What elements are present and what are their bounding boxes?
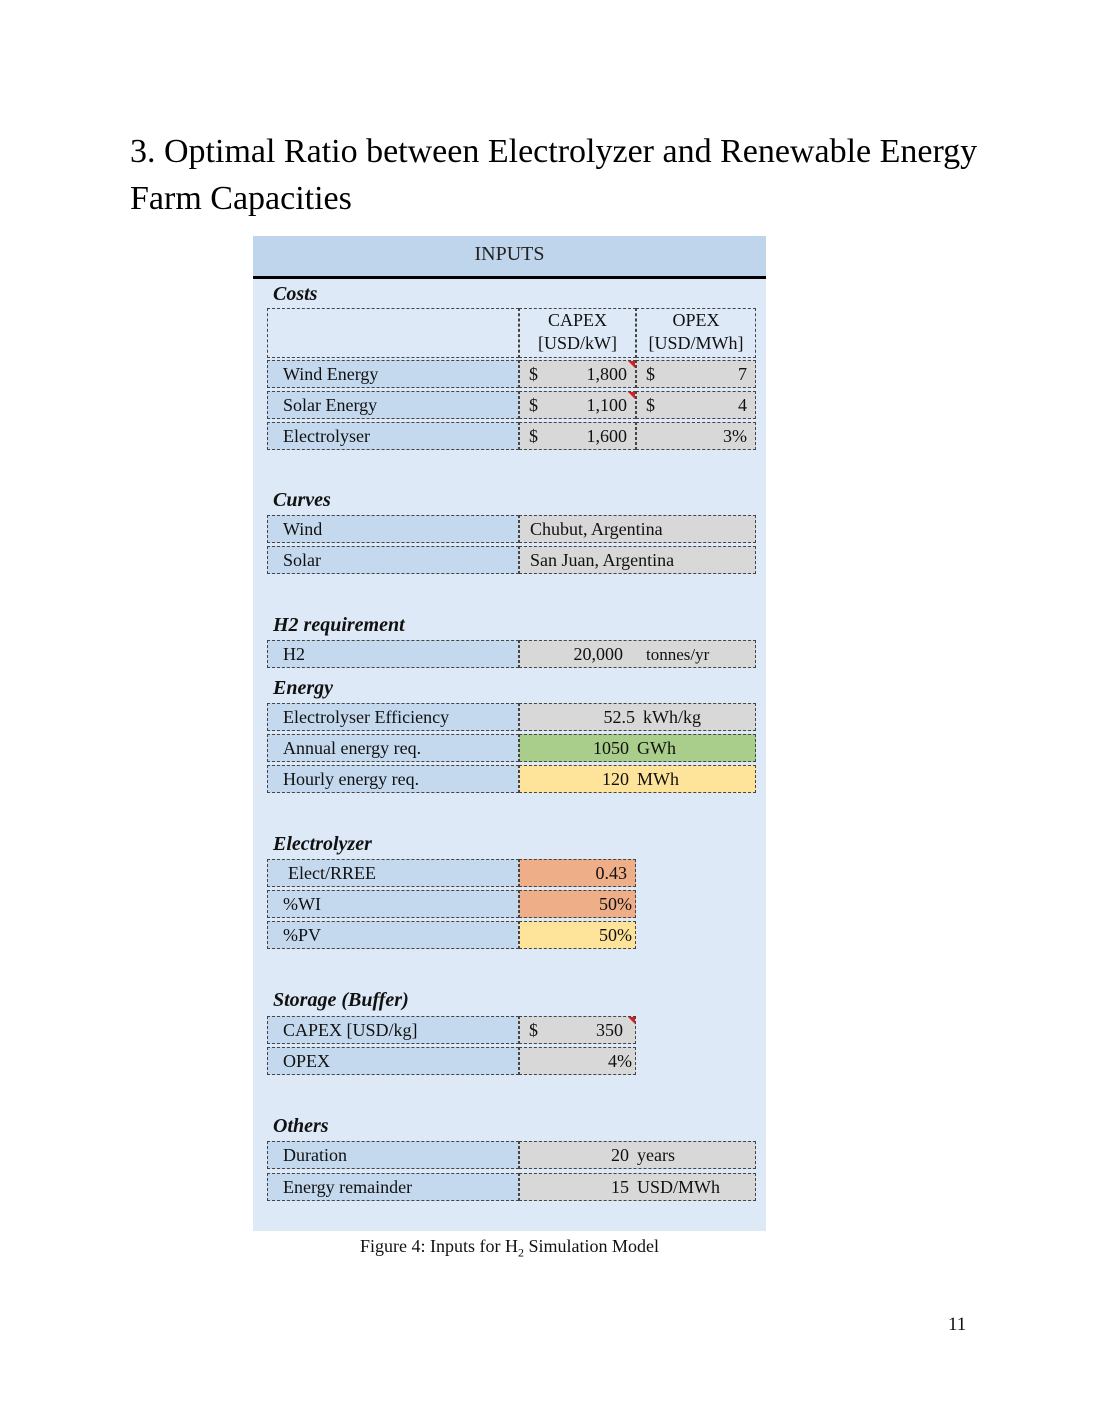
section-heading: 3. Optimal Ratio between Electrolyzer and Renewable Energy Farm Capacities [130, 133, 978, 217]
electrolyzer-label-wind-share: %WI [267, 890, 519, 918]
electrolyzer-value-solar-share: 50% [519, 921, 636, 949]
capex-header [519, 308, 636, 358]
storage-label-opex: OPEX [267, 1047, 519, 1075]
comment-flag-icon[interactable] [627, 1016, 636, 1025]
capex-value-electrolyser: $ 1,600 [519, 422, 636, 450]
energy-value-annual: 1050 GWh [519, 734, 756, 762]
energy-value-hourly: 120 MWh [519, 765, 756, 793]
h2-requirement-title: H2 requirement [273, 614, 405, 636]
energy-title: Energy [273, 677, 333, 699]
cost-label-solar: Solar Energy [267, 391, 519, 419]
electrolyzer-label-ratio: Elect/RREE [267, 859, 519, 887]
opex-value-solar: $ 4 [636, 391, 756, 419]
energy-label-annual: Annual energy req. [267, 734, 519, 762]
h2-value: 20,000 [573, 644, 623, 664]
others-label-duration: Duration [267, 1141, 519, 1169]
capex-value-wind: $ 1,800 [519, 360, 636, 388]
cost-label-electrolyser: Electrolyser [267, 422, 519, 450]
storage-label-capex: CAPEX [USD/kg] [267, 1016, 519, 1044]
opex-value-wind: $ 7 [636, 360, 756, 388]
curve-value-wind: Chubut, Argentina [519, 515, 756, 543]
electrolyzer-value-wind-share: 50% [519, 890, 636, 918]
storage-title: Storage (Buffer) [273, 989, 409, 1011]
storage-value-capex: $ 350 [519, 1016, 636, 1044]
storage-value-opex: 4% [519, 1047, 636, 1075]
curve-label-wind: Wind [267, 515, 519, 543]
opex-header-label: OPEX [672, 310, 720, 330]
others-title: Others [273, 1115, 329, 1137]
opex-value-electrolyser: 3% [636, 422, 756, 450]
electrolyzer-label-solar-share: %PV [267, 921, 519, 949]
page-number: 11 [948, 1314, 967, 1335]
cost-label-wind: Wind Energy [267, 360, 519, 388]
others-value-duration: 20 years [519, 1141, 756, 1169]
comment-flag-icon[interactable] [627, 391, 636, 400]
others-value-remainder: 15 USD/MWh [519, 1173, 756, 1201]
opex-header [636, 308, 756, 358]
opex-unit-label: [USD/MWh] [648, 333, 744, 353]
energy-label-hourly: Hourly energy req. [267, 765, 519, 793]
energy-label-efficiency: Electrolyser Efficiency [267, 703, 519, 731]
electrolyzer-value-ratio: 0.43 [519, 859, 636, 887]
comment-flag-icon[interactable] [627, 360, 636, 369]
h2-unit: tonnes/yr [646, 645, 710, 664]
inputs-title: INPUTS [253, 236, 766, 279]
inputs-panel [253, 236, 766, 1231]
curves-title: Curves [273, 489, 331, 511]
h2-label: H2 [267, 640, 519, 668]
capex-unit-label: [USD/kW] [538, 333, 617, 353]
capex-header-label: CAPEX [547, 310, 607, 330]
curve-label-solar: Solar [267, 546, 519, 574]
others-label-remainder: Energy remainder [267, 1173, 519, 1201]
h2-value-cell [519, 640, 756, 668]
energy-value-efficiency: 52.5 kWh/kg [519, 703, 756, 731]
costs-header-blank [267, 308, 519, 358]
costs-title: Costs [273, 283, 318, 305]
electrolyzer-title: Electrolyzer [273, 833, 372, 855]
figure-caption: Figure 4: Inputs for $H_2$ Simulation Model [360, 1236, 659, 1260]
capex-value-solar: $ 1,100 [519, 391, 636, 419]
curve-value-solar: San Juan, Argentina [519, 546, 756, 574]
